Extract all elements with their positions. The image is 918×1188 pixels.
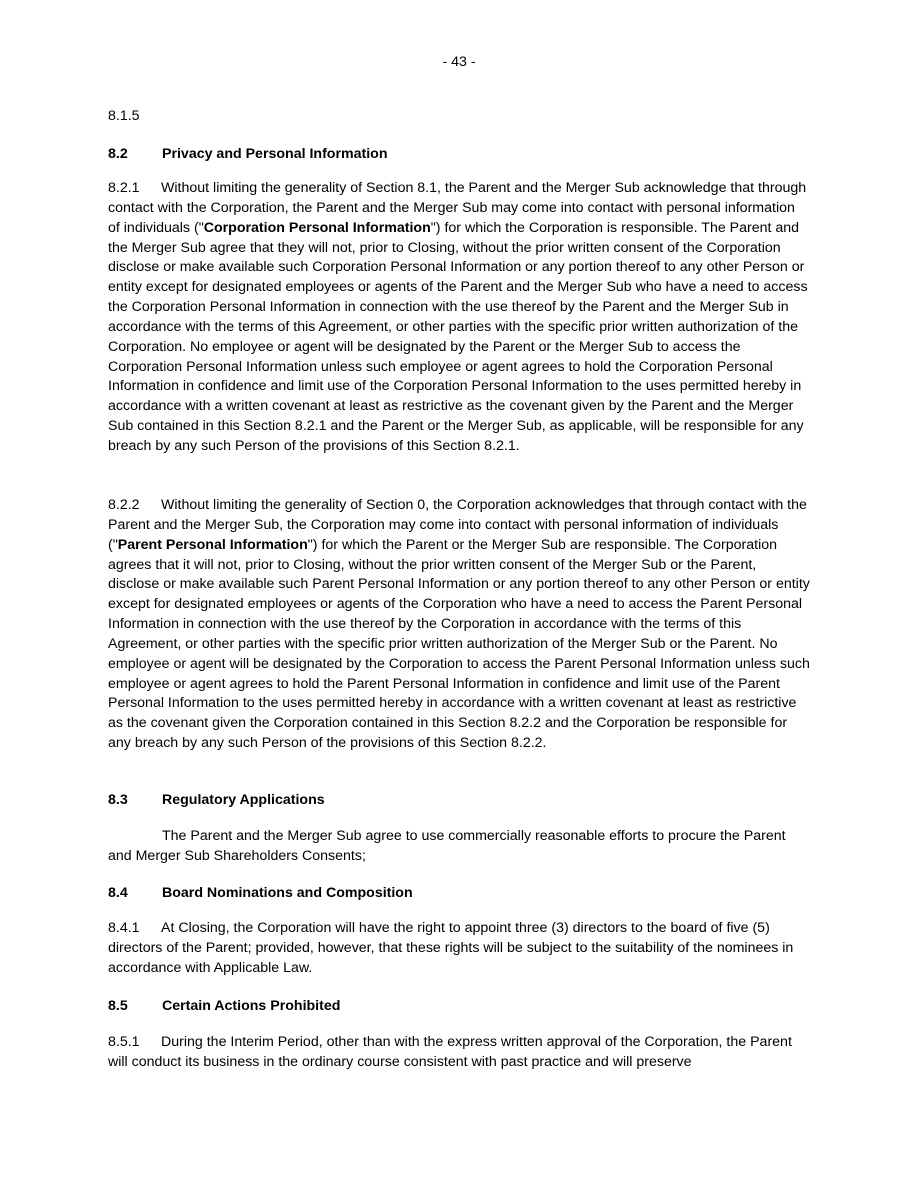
paragraph-8-5-1 (108, 1033, 810, 1073)
section-8-1-5 (108, 107, 810, 127)
paragraph-number: 8.2.1 (108, 180, 140, 196)
paragraph-text: The Parent and the Merger Sub agree to use commercially reasonable efforts to procure the Parent and Merger Sub Shareholders Consents; (108, 828, 786, 864)
paragraph-8-2-2 (108, 496, 810, 754)
section-number: 8.5 (108, 998, 128, 1014)
paragraph-8-4-1 (108, 919, 810, 979)
paragraph-text: During the Interim Period, other than with the express written approval of the Corporation, the Parent will conduct its business in the ordinary course consistent with past practice and will preserve (108, 1034, 792, 1070)
section-number: 8.1.5 (108, 108, 140, 124)
paragraph-number: 8.5.1 (108, 1034, 140, 1050)
paragraph-text-continued: ") for which the Parent or the Merger Sub are responsible. The Corporation agrees that it will not, prior to Closing, without the prior written consent of the Merger Sub or the Parent, disclose or make available such Parent Personal Information or any portion thereof to any other Person or entity except for designated employees or agents of the Corporation who have a need to access the Parent Personal Information in connection with the use thereof by the Corporation in accordance with the terms of this Agreement, or other parties with the specific prior written authorization of the Merger Sub or the Parent. No employee or agent will be designated by the Corporation to access the Parent Personal Information unless such employee or agent agrees to hold the Parent Personal Information in confidence and limit use of the Parent Personal Information to the uses permitted hereby in accordance with a written covenant at least as restrictive as the covenant given the Corporation contained in this Section 8.2.2 and the Corporation be responsible for any breach by any such Person of the provisions of this Section 8.2.2. (108, 536, 810, 752)
paragraph-text: At Closing, the Corporation will have the right to appoint three (3) directors to the board of five (5) directors of the Parent; provided, however, that these rights will be subject to the suitability of the nominees in accordance with Applicable Law. (108, 920, 794, 976)
section-title: Privacy and Personal Information (162, 146, 388, 162)
paragraph-number: 8.4.1 (108, 920, 140, 936)
paragraph-number: 8.2.2 (108, 497, 140, 513)
section-number: 8.3 (108, 792, 128, 808)
section-8-3-heading (108, 791, 810, 811)
page-number: - 43 - (442, 54, 476, 70)
paragraph-text: Without limiting the generality of Section 8.1, the Parent and the Merger Sub acknowledge that through contact with the Corporation, the Parent and the Merger Sub may come into contact with personal information of individuals (" (108, 180, 807, 236)
paragraph-8-2-1 (108, 179, 810, 457)
defined-term: Parent Personal Information (117, 536, 308, 553)
paragraph-text: Without limiting the generality of Section 0, the Corporation acknowledges that through contact with the Parent and the Merger Sub, the Corporation may come into contact with personal information of individuals (" (108, 497, 807, 553)
paragraph-text-continued: ") for which the Corporation is responsible. The Parent and the Merger Sub agree that they will not, prior to Closing, without the prior written consent of the Corporation disclose or make available such Corporation Personal Information or any portion thereof to any other Person or entity except for designated employees or agents of the Parent and the Merger Sub who have a need to access the Corporation Personal Information in connection with the use thereof by the Parent and the Merger Sub in accordance with the terms of this Agreement, or other parties with the specific prior written authorization of the Corporation. No employee or agent will be designated by the Parent or the Merger Sub to access the Corporation Personal Information unless such employee or agent agrees to hold the Corporation Personal Information in confidence and limit use of the Corporation Personal Information to the uses permitted hereby in accordance with a written covenant at least as restrictive as the covenant given by the Parent and the Merger Sub contained in this Section 8.2.1 and the Parent or the Merger Sub, as applicable, will be responsible for any breach by any such Person of the provisions of this Section 8.2.1. (108, 219, 808, 454)
section-title: Board Nominations and Composition (162, 885, 413, 901)
paragraph-8-3-body (108, 827, 810, 867)
section-title: Certain Actions Prohibited (162, 998, 341, 1014)
section-8-4-heading (108, 884, 810, 904)
section-8-5-heading (108, 997, 810, 1017)
defined-term: Corporation Personal Information (203, 219, 431, 236)
section-8-2-heading (108, 145, 810, 165)
section-title: Regulatory Applications (162, 792, 325, 808)
section-number: 8.2 (108, 146, 128, 162)
section-number: 8.4 (108, 885, 128, 901)
